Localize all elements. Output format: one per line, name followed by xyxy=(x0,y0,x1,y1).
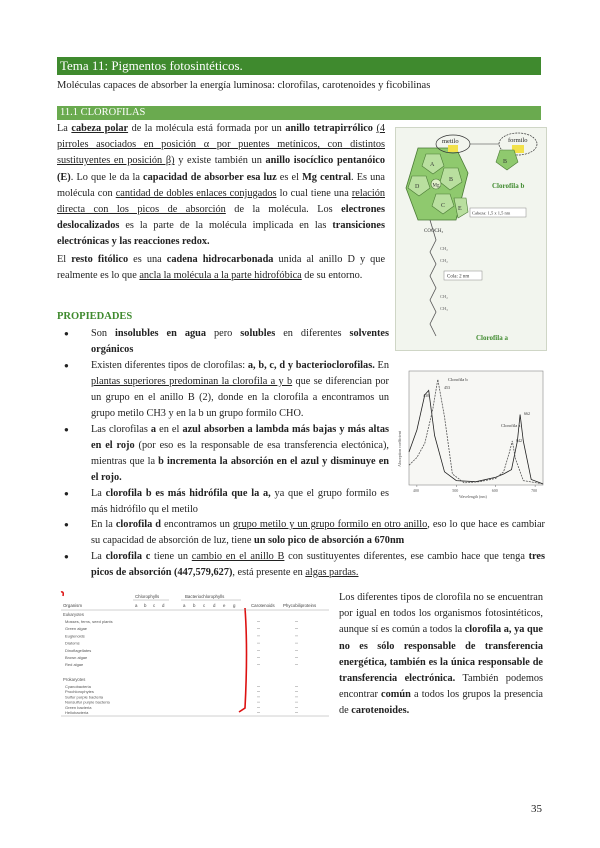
table-row-label: Prochlorophytes xyxy=(65,689,94,695)
table-row-label: Green bacteria xyxy=(65,704,92,710)
property-item-chl-c: ● La clorofila c tiene un cambio en el anillo B con sustituyentes diferentes, ese cambio hace que tenga tres picos de absorción (447,579,627), está presente en algas pardas. xyxy=(57,549,545,581)
svg-text:c: c xyxy=(153,603,156,608)
peak-label-b1: 453 xyxy=(444,385,450,390)
series-label-a: Clorofila a xyxy=(501,423,521,428)
property-item-hydrophilic: ● La clorofila b es más hidrófila que la a, ya que el grupo formilo es más hidrófilo qu el metilo xyxy=(57,486,389,518)
section-heading: 11.1 CLOROFILAS xyxy=(57,106,541,120)
cooch3-label: COOCH₃ xyxy=(424,229,444,234)
x-tick-label: 500 xyxy=(452,488,459,493)
svg-text:c: c xyxy=(203,603,206,608)
table-row-label: Sulfur purple bacteria xyxy=(65,694,104,700)
svg-text:a: a xyxy=(183,603,186,608)
property-item-chl-d: ● En la clorofila d encontramos un grupo metilo y un grupo formilo en otro anillo, eso lo que hace es cambiar su capacidad de absorción de luz, tiene un solo pico de absorción a 670nm xyxy=(57,517,545,549)
page-title: Tema 11: Pigmentos fotosintéticos. xyxy=(57,57,541,75)
clorofila-a-label: Clorofila a xyxy=(476,334,508,342)
group-prokaryotes: Prokaryotes xyxy=(63,677,86,682)
svg-text:b: b xyxy=(193,603,196,608)
phytol-tail xyxy=(430,220,436,336)
chlorophyll-structure-drawing xyxy=(396,128,546,350)
page-number: 35 xyxy=(531,803,542,815)
distribution-paragraph: Los diferentes tipos de clorofila no se encuentran por igual en todos los organismos fotosintéticos, aunque sí es común a todos la clorofila a, ya que no es sólo responsable de transferencia energética, también es la única responsable de transferencia electrónica. También podemos encontrar común a todos los grupos la presencia de carotenoides. xyxy=(339,592,544,717)
svg-text:b: b xyxy=(144,603,147,608)
table-row-label: Brown algae xyxy=(65,655,88,660)
x-tick-label: 700 xyxy=(531,488,538,493)
peak-label-a1: 430 xyxy=(423,393,429,398)
property-item-types: ● Existen diferentes tipos de clorofilas: a, b, c, d y bacterioclorofilas. En plantas superiores predominan la clorofila a y b que se diferencian por un grupo en el anillo B (2), donde en la clorofila a encontramos un grupo metilo CH3 y en la b un grupo formilo CHO. xyxy=(57,358,389,422)
ring-c-label: C xyxy=(441,203,446,209)
intro-paragraph-2: El resto fitólico es una cadena hidrocarbonada unida al anillo D y que realmente es lo que ancla la molécula a la parte hidrofóbica de su entorno. xyxy=(57,254,386,282)
svg-text:CH₂: CH₂ xyxy=(440,246,448,251)
properties-heading: PROPIEDADES xyxy=(57,311,133,322)
header-phycobiliproteins: Phycobiliproteins xyxy=(283,603,317,608)
peak-label-b2: 642 xyxy=(516,438,522,443)
red-bracket xyxy=(239,608,247,712)
svg-text:g: g xyxy=(233,603,236,608)
svg-text:e: e xyxy=(223,603,226,608)
ring-b-label: B xyxy=(449,177,454,183)
svg-text:CH₃: CH₃ xyxy=(440,306,448,311)
head-size-label: Cabeza: 1,5 x 1,5 nm xyxy=(472,210,511,216)
table-row-label: Cyanobacteria xyxy=(65,684,91,689)
mg-label: Mg xyxy=(432,183,440,189)
series-label-b: Clorofila b xyxy=(448,377,468,382)
table-row-label: Diatoms xyxy=(65,640,80,646)
plot-area xyxy=(409,371,543,485)
property-item-absorption: ● Las clorofilas a en el azul absorben a lambda más bajas y más altas en el rojo (por eso es la responsable de esa transferencia electónica), mientras que la b incrementa la absorción en el azul y disminuye en el rojo. xyxy=(57,422,389,486)
header-chlorophylls: Chlorophylls xyxy=(135,594,160,599)
header-bacteriochlorophylls: Bacteriochlorophylls xyxy=(185,594,225,599)
svg-text:d: d xyxy=(162,603,165,608)
ring-e-label: E xyxy=(458,206,462,212)
group-eukaryotes: Eukaryotes xyxy=(63,612,84,617)
y-axis-label: Absorption coefficient xyxy=(397,430,402,467)
header-organism: Organism xyxy=(63,603,83,608)
peak-label-a2: 662 xyxy=(524,411,530,416)
table-row-label: Green algae xyxy=(65,626,88,632)
chlorophyll-structure-figure xyxy=(395,127,547,351)
properties-list-narrow xyxy=(57,326,389,518)
table-row-label: Nonsulfur purple bacteria xyxy=(65,699,110,705)
table-row-label: Dinoflagellates xyxy=(65,647,92,653)
svg-text:B: B xyxy=(503,159,508,165)
x-tick-label: 400 xyxy=(412,488,419,493)
x-axis-label: Wavelength (nm) xyxy=(459,494,487,499)
ring-d-label: D xyxy=(415,184,420,190)
property-item-solubility: ● Son insolubles en agua pero solubles en diferentes solventes orgánicos xyxy=(57,326,389,358)
svg-text:CH₂: CH₂ xyxy=(440,294,448,299)
red-mark-top xyxy=(61,592,63,596)
pigment-distribution-table xyxy=(57,590,333,720)
header-carotenoids: Carotenoids xyxy=(251,603,275,608)
table-row-label: Euglenoids xyxy=(65,633,85,639)
svg-text:a: a xyxy=(135,603,138,608)
properties-list-wide xyxy=(57,517,545,581)
pigment-table-drawing xyxy=(57,590,333,720)
table-row-label: Heliobacteria xyxy=(65,710,89,715)
formilo-label: formilo xyxy=(508,137,528,144)
tail-size-label: Cola: 2 nm xyxy=(447,274,470,280)
absorption-spectrum-chart xyxy=(393,367,549,501)
intro-paragraph-1: La cabeza polar de la molécula está formada por un anillo tetrapirrólico (4 pirroles asociados en posición α por puentes metínicos, con distintos sustituyentes en posición β) y existe también un anillo isocíclico pentanóico (E). Lo que le da la capacidad de absorber esa luz es el Mg central. Es una molécula con cantidad de dobles enlaces conjugados lo cual tiene una relación directa con los picos de absorción de la molécula. Los electrones deslocalizados es la parte de la molécula implicada en las transiciones electrónicas y las reacciones redox. xyxy=(57,123,386,248)
table-row-label: Mosses, ferns, seed plants xyxy=(65,619,113,624)
ring-a-label: A xyxy=(430,162,435,168)
clorofila-b-label: Clorofila b xyxy=(492,182,525,190)
metilo-label: metilo xyxy=(442,138,459,145)
page-subtitle: Moléculas capaces de absorber la energía luminosa: clorofilas, carotenoides y ficobilinas xyxy=(57,80,431,91)
svg-text:CH₂: CH₂ xyxy=(440,258,448,263)
absorption-spectrum-figure xyxy=(393,367,549,501)
x-tick-label: 600 xyxy=(491,488,498,493)
svg-text:d: d xyxy=(213,603,216,608)
table-row-label: Red algae xyxy=(65,662,84,668)
